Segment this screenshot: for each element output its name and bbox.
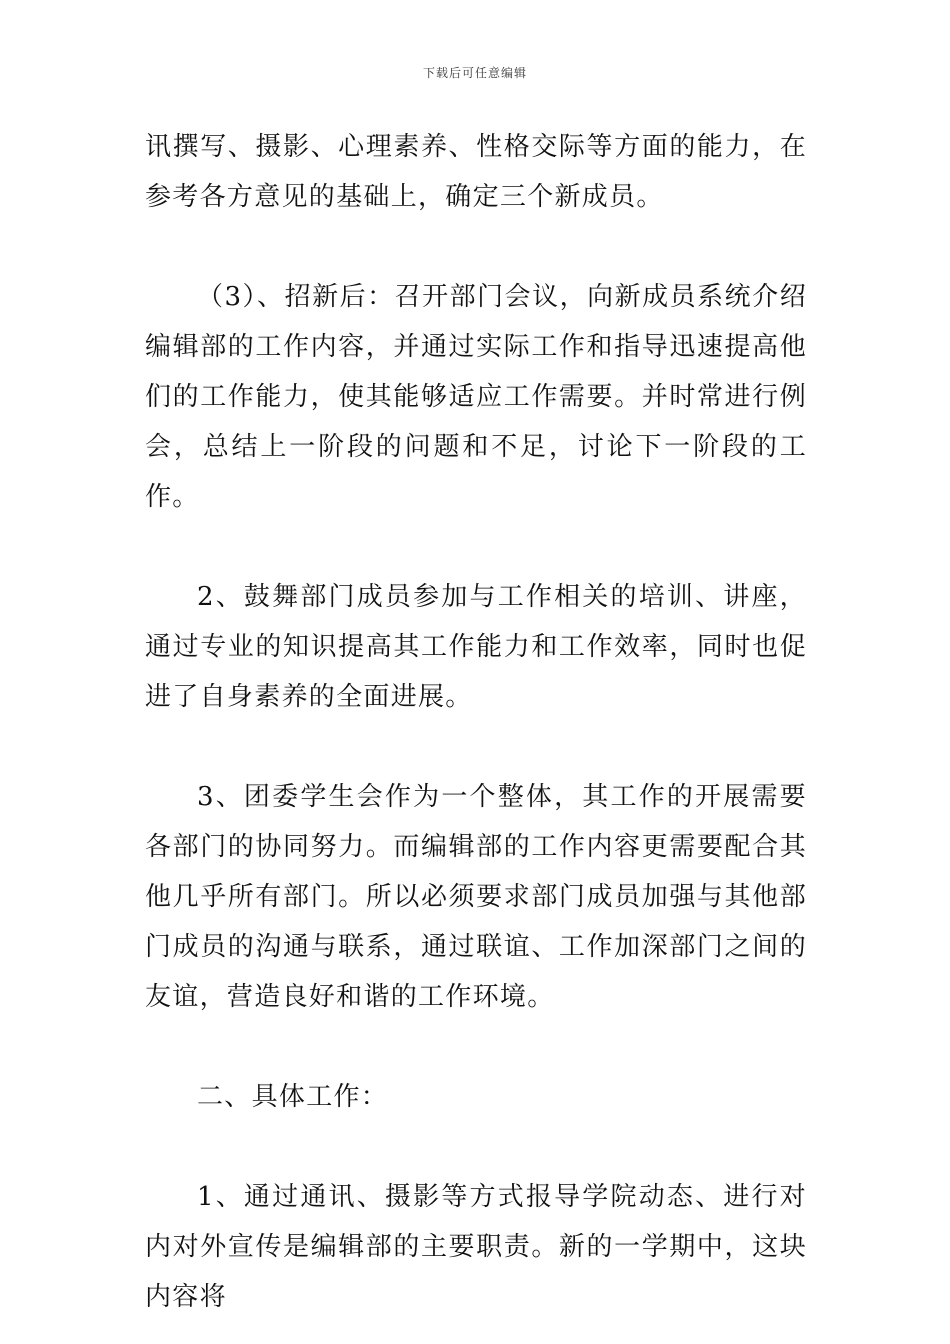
page-header-note: 下载后可任意编辑 <box>422 66 527 80</box>
paragraph-cooperation: 3、团委学生会作为一个整体，其工作的开展需要各部门的协同努力。而编辑部的工作内容更需要配合其他几乎所有部门。所以必须要求部门成员加强与其他部门成员的沟通与联系，通过联谊、工作加深部门之间的友谊，营造良好和谐的工作环境。 <box>145 782 807 1012</box>
paragraph-reporting: 1、通过通讯、摄影等方式报导学院动态、进行对内对外宣传是编辑部的主要职责。新的一学期中，这块内容将 <box>145 1182 807 1312</box>
paragraph-training: 2、鼓舞部门成员参加与工作相关的培训、讲座，通过专业的知识提高其工作能力和工作效率，同时也促进了自身素养的全面进展。 <box>145 582 807 712</box>
document-body <box>145 122 807 1322</box>
paragraph-after-recruitment: （3）、招新后：召开部门会议，向新成员系统介绍编辑部的工作内容，并通过实际工作和指导迅速提高他们的工作能力，使其能够适应工作需要。并时常进行例会，总结上一阶段的问题和不足，讨论下一阶段的工作。 <box>145 282 807 512</box>
paragraph-continuation: 讯撰写、摄影、心理素养、性格交际等方面的能力，在参考各方意见的基础上，确定三个新成员。 <box>145 132 807 212</box>
section-heading-specific-work: 二、具体工作： <box>197 1082 389 1112</box>
